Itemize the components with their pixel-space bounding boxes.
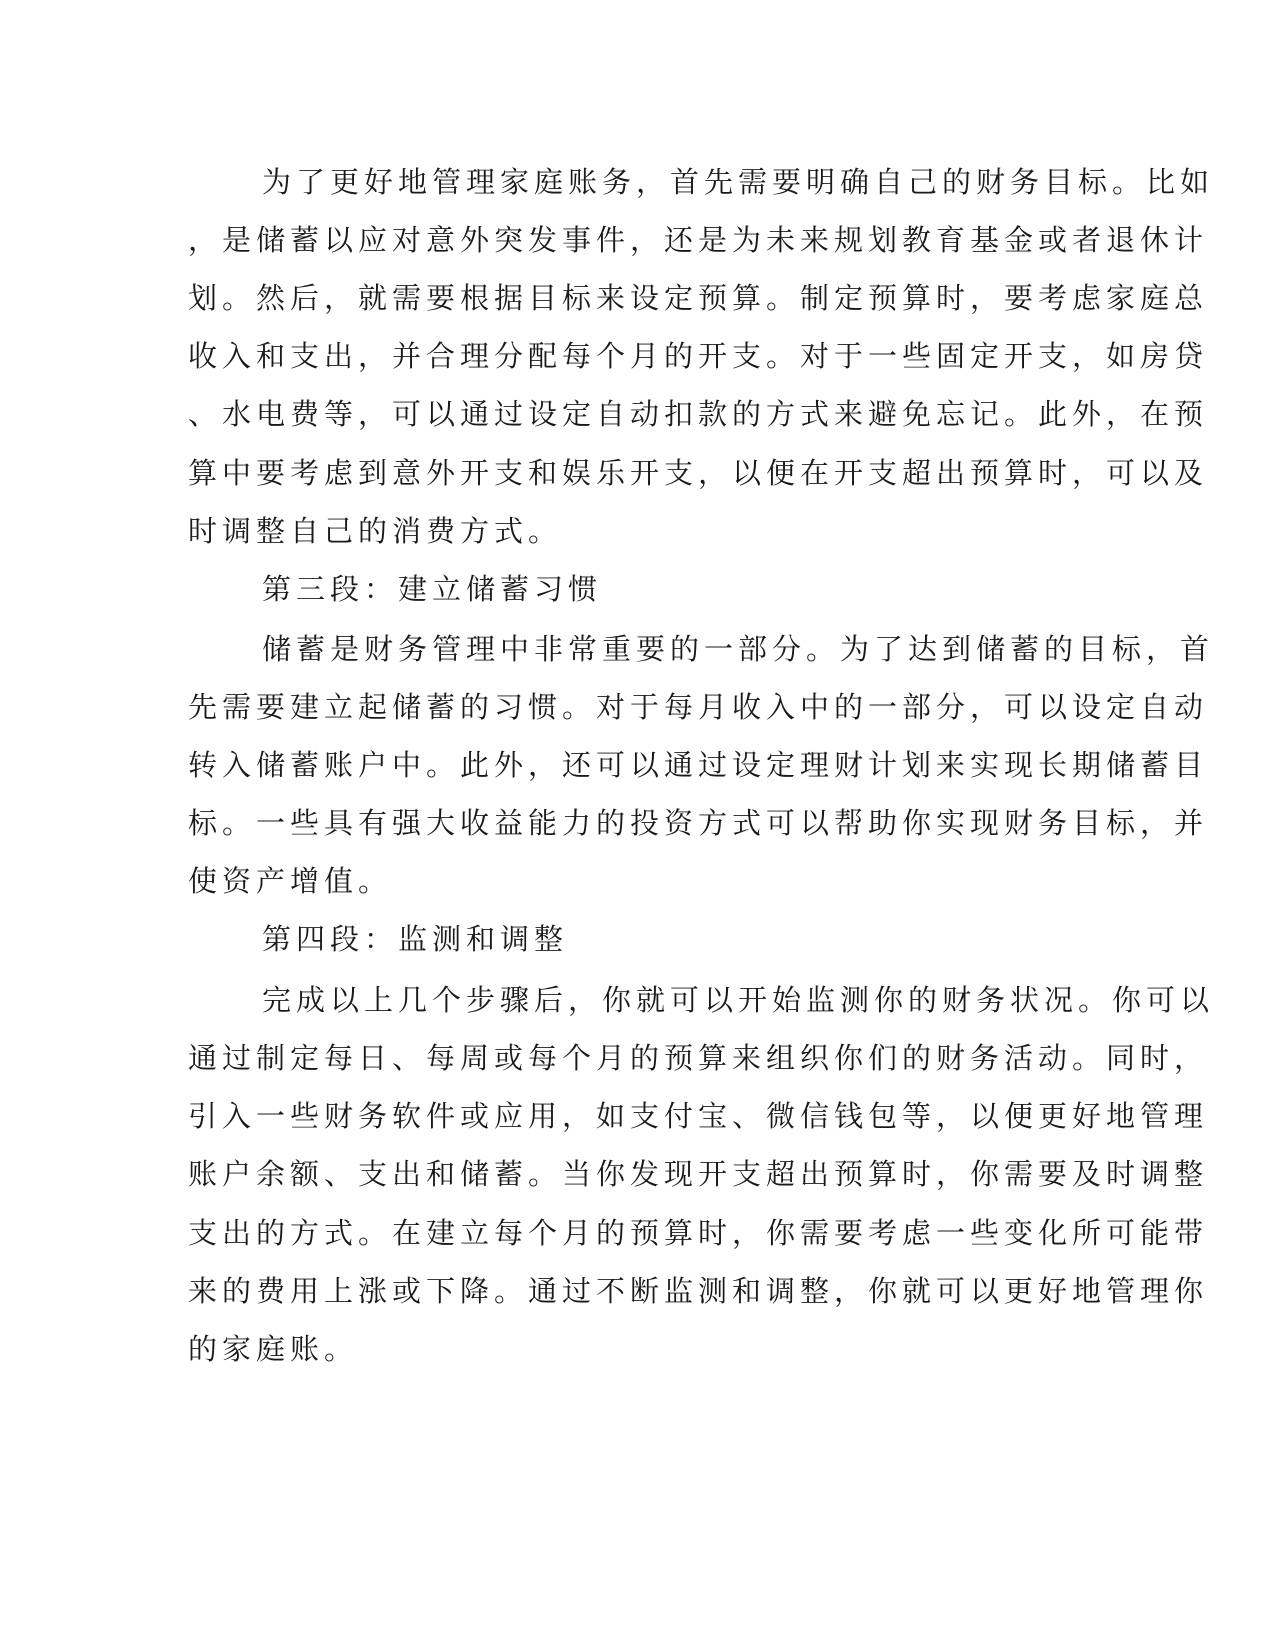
paragraph-line: 储蓄是财务管理中非常重要的一部分。为了达到储蓄的目标，首 [262, 632, 1215, 666]
paragraph-line: ，是储蓄以应对意外突发事件，还是为未来规划教育基金或者退休计 [188, 223, 1209, 257]
paragraph-line: 、水电费等，可以通过设定自动扣款的方式来避免忘记。此外，在预 [188, 397, 1209, 431]
paragraph-line: 时调整自己的消费方式。 [188, 514, 563, 548]
paragraph-line: 账户余额、支出和储蓄。当你发现开支超出预算时，你需要及时调整 [188, 1157, 1209, 1191]
paragraph-line: 支出的方式。在建立每个月的预算时，你需要考虑一些变化所可能带 [188, 1216, 1209, 1250]
paragraph-line: 转入储蓄账户中。此外，还可以通过设定理财计划来实现长期储蓄目 [188, 748, 1209, 782]
paragraph-line: 完成以上几个步骤后，你就可以开始监测你的财务状况。你可以 [262, 983, 1215, 1017]
section-heading: 第三段：建立储蓄习惯 [262, 572, 603, 606]
paragraph-line: 先需要建立起储蓄的习惯。对于每月收入中的一部分，可以设定自动 [188, 690, 1209, 724]
section-heading: 第四段：监测和调整 [262, 922, 569, 956]
paragraph-line: 的家庭账。 [188, 1332, 359, 1366]
paragraph-line: 通过制定每日、每周或每个月的预算来组织你们的财务活动。同时， [188, 1041, 1209, 1075]
paragraph-line: 收入和支出，并合理分配每个月的开支。对于一些固定开支，如房贷 [188, 339, 1209, 373]
paragraph-line: 为了更好地管理家庭账务，首先需要明确自己的财务目标。比如 [262, 165, 1215, 199]
paragraph-line: 使资产增值。 [188, 864, 393, 898]
paragraph-line: 来的费用上涨或下降。通过不断监测和调整，你就可以更好地管理你 [188, 1274, 1209, 1308]
paragraph-line: 标。一些具有强大收益能力的投资方式可以帮助你实现财务目标，并 [188, 806, 1209, 840]
paragraph-line: 划。然后，就需要根据目标来设定预算。制定预算时，要考虑家庭总 [188, 281, 1209, 315]
paragraph-line: 算中要考虑到意外开支和娱乐开支，以便在开支超出预算时，可以及 [188, 456, 1209, 490]
paragraph-line: 引入一些财务软件或应用，如支付宝、微信钱包等，以便更好地管理 [188, 1099, 1209, 1133]
